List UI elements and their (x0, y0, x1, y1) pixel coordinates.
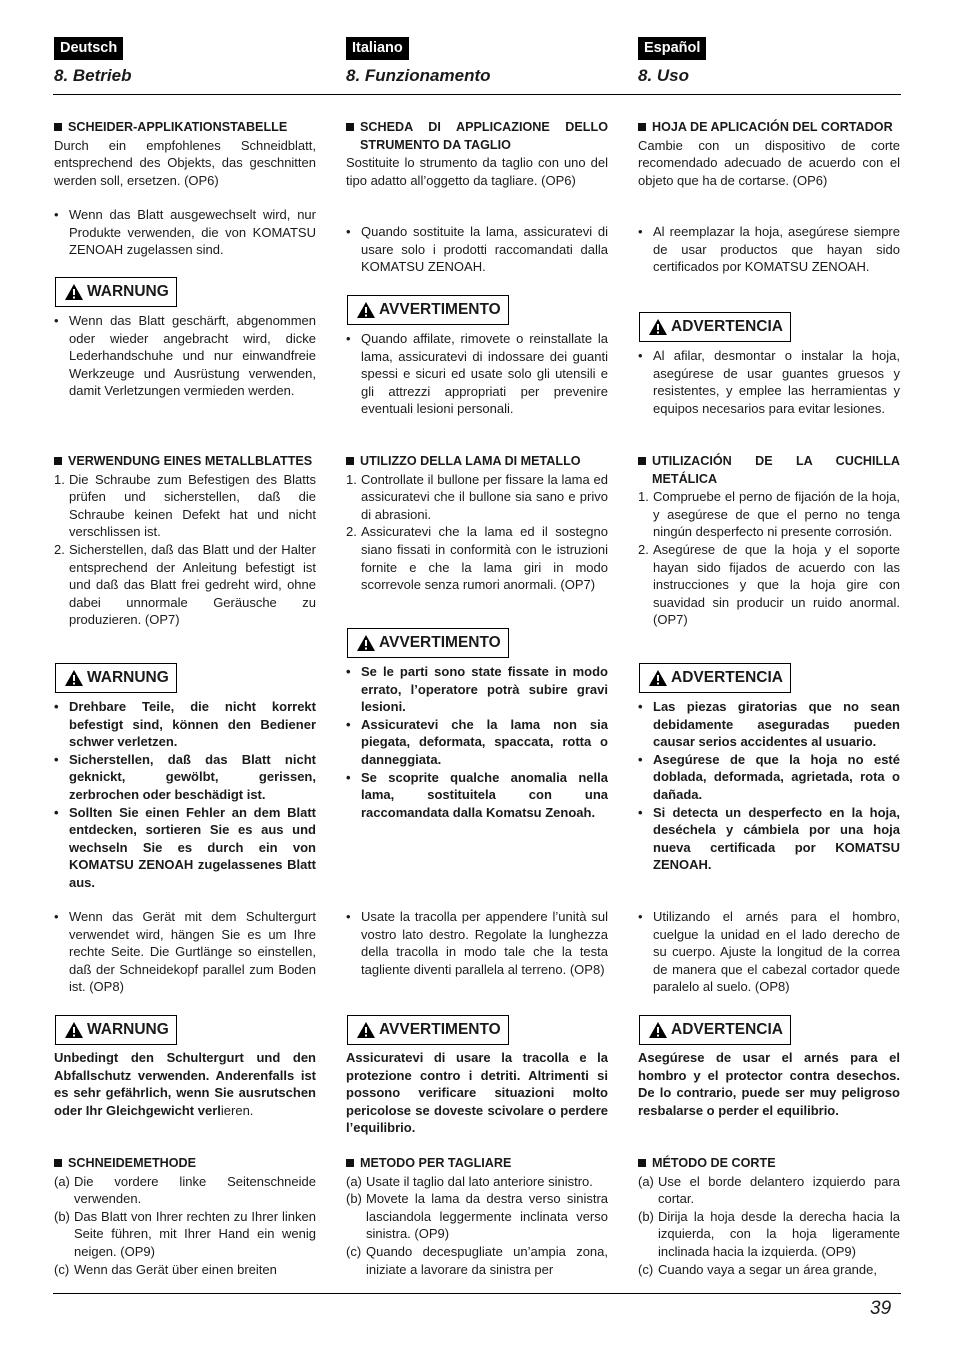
bullet-item: • Drehbare Teile, die nicht korrekt befestigt sind, können den Bediener schwer verletzen. (54, 699, 316, 750)
lettered-item: (a) Usate il taglio dal lato anteriore sinistro. (346, 1173, 593, 1189)
block-bullet (54, 206, 316, 259)
lettered-item: (c) Quando decespugliate un’ampia zona, iniziate a lavorare da sinistra per (346, 1243, 608, 1277)
block-metodo (346, 1155, 608, 1278)
block-lama-metallo (346, 453, 608, 594)
bullet-item: • Al afilar, desmontar o instalar la hoja, asegúrese de usar guantes gruesos y resistentes, y emplee las herramientas y equipos necesarios para evitar lesiones. (638, 348, 900, 416)
bullet-item: • Se scoprite qualche anomalia nella lama, sostituitela con una raccomandata dalla Komatsu Zenoah. (346, 769, 608, 820)
block-applikation (54, 119, 316, 189)
paragraph: Sostituite lo strumento da taglio con uno del tipo adatto all’oggetto da tagliare. (OP6) (346, 155, 608, 188)
warning-triangle-icon (356, 301, 376, 319)
lettered-item: (b) Dirija la hoja desde la derecha hacia la izquierda, con la hoja ligeramente inclinada hacia la izquierda. (OP9) (638, 1208, 900, 1259)
page-number: 39 (870, 1298, 892, 1319)
lettered-item: (c) Cuando vaya a segar un área grande, (638, 1261, 877, 1277)
numbered-item: 2. Asegúrese de que la hoja y el soporte hayan sido fijados de acuerdo con las instrucciones y que la hoja gire con suavidad sin producir un ruido anormal. (OP7) (638, 541, 900, 628)
block-applicazione (346, 119, 608, 189)
bullet-item: • Sollten Sie einen Fehler an dem Blatt entdecken, sortieren Sie es aus und wechseln Sie es durch ein von KOMATSU ZENOAH zugelassenes Blatt aus. (54, 804, 316, 890)
bullet-item: • Las piezas giratorias que no sean debidamente aseguradas pueden causar serios accidentes al usuario. (638, 699, 900, 750)
section-heading: UTILIZZO DELLA LAMA DI METALLO (346, 453, 608, 471)
warning-label: ADVERTENCIA (639, 312, 791, 342)
section-heading: SCHEDA DI APPLICAZIONE DELLO STRUMENTO DA TAGLIO (346, 119, 608, 154)
block-metallblatt (54, 453, 316, 629)
bullet-item: • Sicherstellen, daß das Blatt nicht geknickt, gewölbt, gerissen, zerbrochen oder beschädigt ist. (54, 751, 316, 802)
warning-label: ADVERTENCIA (639, 663, 791, 693)
paragraph: Durch ein empfohlenes Schneidblatt, entsprechend des Objekts, das geschnitten werden soll, ersetzen. (OP6) (54, 137, 316, 188)
block-warning-text (638, 347, 900, 417)
block-bullet (638, 908, 900, 996)
warning-label: AVVERTIMENTO (347, 1015, 509, 1045)
block-warning-text (346, 330, 608, 418)
square-bullet-icon (638, 123, 646, 131)
square-bullet-icon (54, 123, 62, 131)
section-heading: SCHNEIDEMETHODE (54, 1155, 316, 1173)
block-schneidemethode (54, 1155, 316, 1278)
block-warning-text (54, 1049, 316, 1119)
lettered-item: (b) Das Blatt von Ihrer rechten zu Ihrer linken Seite führen, mit Ihrer Hand ein wenig neigen. (OP9) (54, 1208, 316, 1259)
warning-label: AVVERTIMENTO (347, 295, 509, 325)
square-bullet-icon (638, 457, 646, 465)
bullet-item: • Se le parti sono state fissate in modo errato, l’operatore potrà subire gravi lesioni. (346, 664, 608, 715)
warning-triangle-icon (648, 1021, 668, 1039)
section-title: 8. Betrieb (54, 66, 132, 85)
bullet-item: • Asegúrese de que la hoja no esté doblada, deformada, agrietada, rota o dañada. (638, 751, 900, 802)
bullet-item: • Wenn das Blatt ausgewechselt wird, nur Produkte verwenden, die von KOMATSU ZENOAH zugelassen sind. (54, 207, 316, 258)
numbered-item: 1. Compruebe el perno de fijación de la hoja, y asegúrese de que el perno no tenga ningún desperfecto ni presente corrosión. (638, 489, 900, 540)
warning-triangle-icon (356, 1021, 376, 1039)
section-heading: METODO PER TAGLIARE (346, 1155, 608, 1173)
section-heading: VERWENDUNG EINES METALLBLATTES (54, 453, 316, 471)
square-bullet-icon (346, 123, 354, 131)
warning-triangle-icon (648, 318, 668, 336)
top-rule (53, 94, 901, 95)
bullet-item: • Quando sostituite la lama, assicuratevi di usare solo i prodotti raccomandati dalla KOMATSU ZENOAH. (346, 224, 608, 275)
paragraph: Assicuratevi di usare la tracolla e la protezione contro i detriti. Altrimenti si possono verificare situazioni molto pericolose se doveste scivolare o perdere l’equilibrio. (346, 1050, 608, 1136)
lettered-item: (a) Use el borde delantero izquierdo para cortar. (638, 1173, 900, 1207)
warning-triangle-icon (356, 634, 376, 652)
numbered-item: 2. Assicuratevi che la lama ed il sostegno siano fissati in conformità con le istruzioni fornite e che la lama giri in modo scorrevole senza rumori anormali. (OP7) (346, 524, 608, 593)
block-bullet (638, 223, 900, 276)
lettered-item: (c) Wenn das Gerät über einen breiten (54, 1261, 277, 1277)
bullet-item: • Al reemplazar la hoja, asegúrese siempre de usar productos que hayan sido certificados por KOMATSU ZENOAH. (638, 224, 900, 275)
section-heading: HOJA DE APLICACIÓN DEL CORTADOR (638, 119, 900, 137)
numbered-item: 1. Controllate il bullone per fissare la lama ed assicuratevi che il bullone sia sano e privo di abrasioni. (346, 471, 608, 522)
paragraph: Cambie con un dispositivo de corte recomendado adecuado de acuerdo con el objeto que ha de cortarse. (OP6) (638, 137, 900, 188)
bullet-item: • Usate la tracolla per appendere l’unità sul vostro lato destro. Regolate la lunghezza della tracolla in modo tale che la testa tagliente diventi parallela al terreno. (OP8) (346, 909, 608, 977)
numbered-item: 2. Sicherstellen, daß das Blatt und der Halter entsprechend der Anleitung befestigt ist und daß das Blatt frei gedreht wird, ohne dabei unnormale Geräusche zu produzieren. (OP7) (54, 541, 316, 628)
block-bullet (346, 223, 608, 276)
warning-triangle-icon (64, 283, 84, 301)
section-title: 8. Funzionamento (346, 66, 491, 85)
square-bullet-icon (54, 1159, 62, 1167)
square-bullet-icon (346, 1159, 354, 1167)
bullet-item: • Wenn das Blatt geschärft, abgenommen oder wieder angebracht wird, dicke Lederhandschuhe und nur einwandfreie Werkzeuge und Ausrüstung verwenden, damit Verletzungen vermieden werden. (54, 313, 316, 399)
block-warning-text (346, 1049, 608, 1137)
square-bullet-icon (54, 457, 62, 465)
block-aplicacion (638, 119, 900, 189)
warning-triangle-icon (64, 1021, 84, 1039)
warning-label: WARNUNG (55, 663, 177, 693)
section-title: 8. Uso (638, 66, 690, 85)
block-warning-text (54, 312, 316, 400)
language-tab: Italiano (346, 37, 409, 60)
warning-triangle-icon (64, 669, 84, 687)
bullet-item: • Quando affilate, rimovete o reinstallate la lama, assicuratevi di indossare dei guanti spessi e sicuri ed usate solo gli utensili e gli attrezzi appropriati per prevenire eventuali lesioni personali. (346, 331, 608, 417)
section-heading: MÉTODO DE CORTE (638, 1155, 900, 1173)
bullet-item: • Assicuratevi che la lama non sia piegata, deformata, spaccata, rotta o danneggiata. (346, 716, 608, 767)
warning-label: WARNUNG (55, 1015, 177, 1045)
language-tab: Español (638, 37, 706, 60)
bullet-item: • Utilizando el arnés para el hombro, cuelgue la unidad en el lado derecho de su cuerpo. Ajuste la longitud de la correa de manera que el cabezal cortador quede paralelo al suelo. (OP8) (638, 909, 900, 995)
warning-label: ADVERTENCIA (639, 1015, 791, 1045)
numbered-item: 1. Die Schraube zum Befestigen des Blatts prüfen und sicherstellen, daß die Schraube keinen Defekt hat und nicht verschlissen ist. (54, 471, 316, 540)
lettered-item: (a) Die vordere linke Seitenschneide verwenden. (54, 1173, 316, 1207)
block-bullet (346, 908, 608, 978)
bullet-item: • Wenn das Gerät mit dem Schultergurt verwendet wird, hängen Sie es um Ihre rechte Seite. Die Gurtlänge so einstellen, daß der Schneidekopf parallel zum Boden ist. (OP8) (54, 909, 316, 995)
block-warning-text (346, 663, 608, 821)
block-warning-text (638, 1049, 900, 1119)
square-bullet-icon (346, 457, 354, 465)
language-tab: Deutsch (54, 37, 123, 60)
warning-label: WARNUNG (55, 277, 177, 307)
block-warning-text (638, 698, 900, 874)
section-heading: UTILIZACIÓN DE LA CUCHILLA METÁLICA (638, 453, 900, 488)
section-heading: SCHEIDER-APPLIKATIONSTABELLE (54, 119, 316, 137)
square-bullet-icon (638, 1159, 646, 1167)
paragraph: Asegúrese de usar el arnés para el hombro y el protector contra desechos. De lo contrario, puede ser muy peligroso resbalarse o perder el equilibrio. (638, 1050, 900, 1118)
bottom-rule (53, 1293, 901, 1294)
warning-label: AVVERTIMENTO (347, 628, 509, 658)
block-metodo-corte (638, 1155, 900, 1278)
block-cuchilla (638, 453, 900, 629)
paragraph: Unbedingt den Schultergurt und den Abfallschutz verwenden. Anderenfalls ist es sehr gefährlich, wenn Sie ausrutschen oder Ihr Gleichgewicht verlieren. (54, 1050, 316, 1118)
bullet-item: • Si detecta un desperfecto en la hoja, deséchela y cámbiela por una hoja nueva certificada por KOMATSU ZENOAH. (638, 804, 900, 873)
warning-triangle-icon (648, 669, 668, 687)
lettered-item: (b) Movete la lama da destra verso sinistra lasciandola leggermente inclinata verso sinistra. (OP9) (346, 1191, 608, 1242)
block-bullet (54, 908, 316, 996)
block-warning-text (54, 698, 316, 892)
